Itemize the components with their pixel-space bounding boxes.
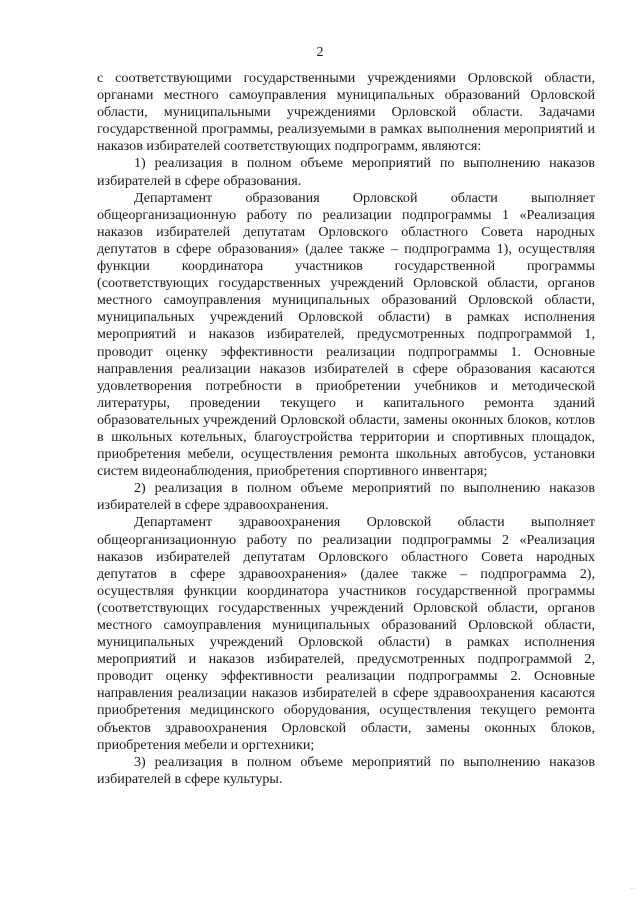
document-body — [97, 70, 595, 788]
paragraph-task-1: 1) реализация в полном объеме мероприятий по выполнению наказов избирателей в сфере образования. — [97, 155, 595, 189]
scan-corner-mark: ·· — [630, 886, 634, 893]
paragraph-health-department: Департамент здравоохранения Орловской области выполняет общеорганизационную работу по реализации подпрограммы 2 «Реализация наказов избирателей депутатам Орловского областного Совета народных депутатов в сфере здравоохранения» (далее также – подпрограмма 2), осуществляя функции координатора участников государственной программы (соответствующих государственных учреждений Орловской области, органов местного самоуправления муниципальных образований Орловской области, муниципальных учреждений Орловской области) в рамках исполнения мероприятий и наказов избирателей, предусмотренных подпрограммой 2, проводит оценку эффективности реализации подпрограммы 2. Основные направления реализации наказов избирателей в сфере здравоохранения касаются приобретения медицинского оборудования, осуществления текущего ремонта объектов здравоохранения Орловской области, замены оконных блоков, приобретения мебели и оргтехники; — [97, 514, 595, 753]
page-number: 2 — [316, 45, 324, 60]
paragraph-task-2: 2) реализация в полном объеме мероприятий по выполнению наказов избирателей в сфере здравоохранения. — [97, 480, 595, 514]
paragraph-intro: с соответствующими государственными учреждениями Орловской области, органами местного самоуправления муниципальных образований Орловской области, муниципальными учреждениями Орловской области. Задачами государственной программы, реализуемыми в рамках выполнения мероприятий и наказов избирателей соответствующих подпрограмм, являются: — [97, 70, 595, 155]
paragraph-task-3: 3) реализация в полном объеме мероприятий по выполнению наказов избирателей в сфере культуры. — [97, 753, 595, 787]
paragraph-education-department: Департамент образования Орловской области выполняет общеорганизационную работу по реализации подпрограммы 1 «Реализация наказов избирателей депутатам Орловского областного Совета народных депутатов в сфере образования» (далее также – подпрограмма 1), осуществляя функции координатора участников государственной программы (соответствующих государственных учреждений Орловской области, органов местного самоуправления муниципальных образований Орловской области, муниципальных учреждений Орловской области) в рамках исполнения мероприятий и наказов избирателей, предусмотренных подпрограммой 1, проводит оценку эффективности реализации подпрограммы 1. Основные направления реализации наказов избирателей в сфере образования касаются удовлетворения потребности в приобретении учебников и методической литературы, проведении текущего и капитального ремонта зданий образовательных учреждений Орловской области, замены оконных блоков, котлов в школьных котельных, благоустройства территории и спортивных площадок, приобретения мебели, осуществления ремонта школьных автобусов, установки систем видеонаблюдения, приобретения спортивного инвентаря; — [97, 189, 595, 480]
